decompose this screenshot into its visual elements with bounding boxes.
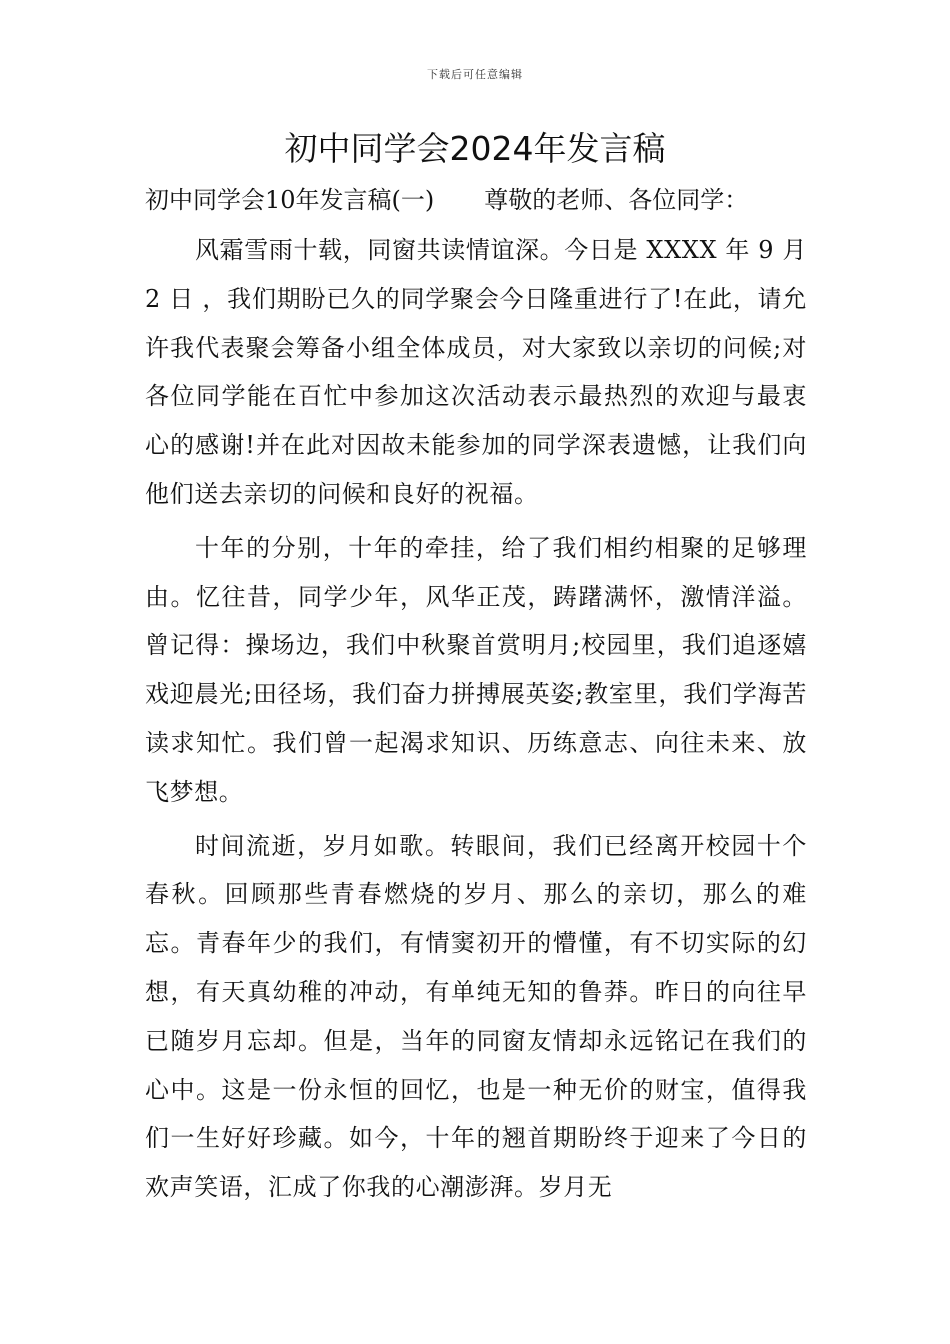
salutation: 尊敬的老师、各位同学： xyxy=(484,186,749,214)
document-subtitle-line xyxy=(145,180,825,220)
document-body xyxy=(145,226,807,1212)
paragraph-1: 风霜雪雨十载，同窗共读情谊深。今日是 XXXX 年 9 月 2 日 ，我们期盼已久的同学聚会今日隆重进行了!在此，请允许我代表聚会筹备小组全体成员，对大家致以亲切的问候;对各位同学能在百忙中参加这次活动表示最热烈的欢迎与最衷心的感谢!并在此对因故未能参加的同学深表遗憾，让我们向他们送去亲切的问候和良好的祝福。 xyxy=(145,236,807,508)
paragraph-2: 十年的分别，十年的牵挂，给了我们相约相聚的足够理由。忆往昔，同学少年，风华正茂，踌躇满怀，激情洋溢。曾记得：操场边，我们中秋聚首赏明月;校园里，我们追逐嬉戏迎晨光;田径场，我们奋力拼搏展英姿;教室里，我们学海苦读求知忙。我们曾一起渴求知识、历练意志、向往未来、放飞梦想。 xyxy=(145,533,807,806)
paragraph-3: 时间流逝，岁月如歌。转眼间，我们已经离开校园十个春秋。回顾那些青春燃烧的岁月、那么的亲切，那么的难忘。青春年少的我们，有情窦初开的懵懂，有不切实际的幻想，有天真幼稚的冲动，有单纯无知的鲁莽。昨日的向往早已随岁月忘却。但是，当年的同窗友情却永远铭记在我们的心中。这是一份永恒的回忆，也是一种无价的财宝，值得我们一生好好珍藏。如今，十年的翘首期盼终于迎来了今日的欢声笑语，汇成了你我的心潮澎湃。岁月无 xyxy=(145,831,807,1202)
header-note: 下载后可任意编辑 xyxy=(427,68,523,81)
document-title: 初中同学会2024年发言稿 xyxy=(284,129,666,168)
subtitle-left: 初中同学会10年发言稿(一) xyxy=(145,186,435,214)
